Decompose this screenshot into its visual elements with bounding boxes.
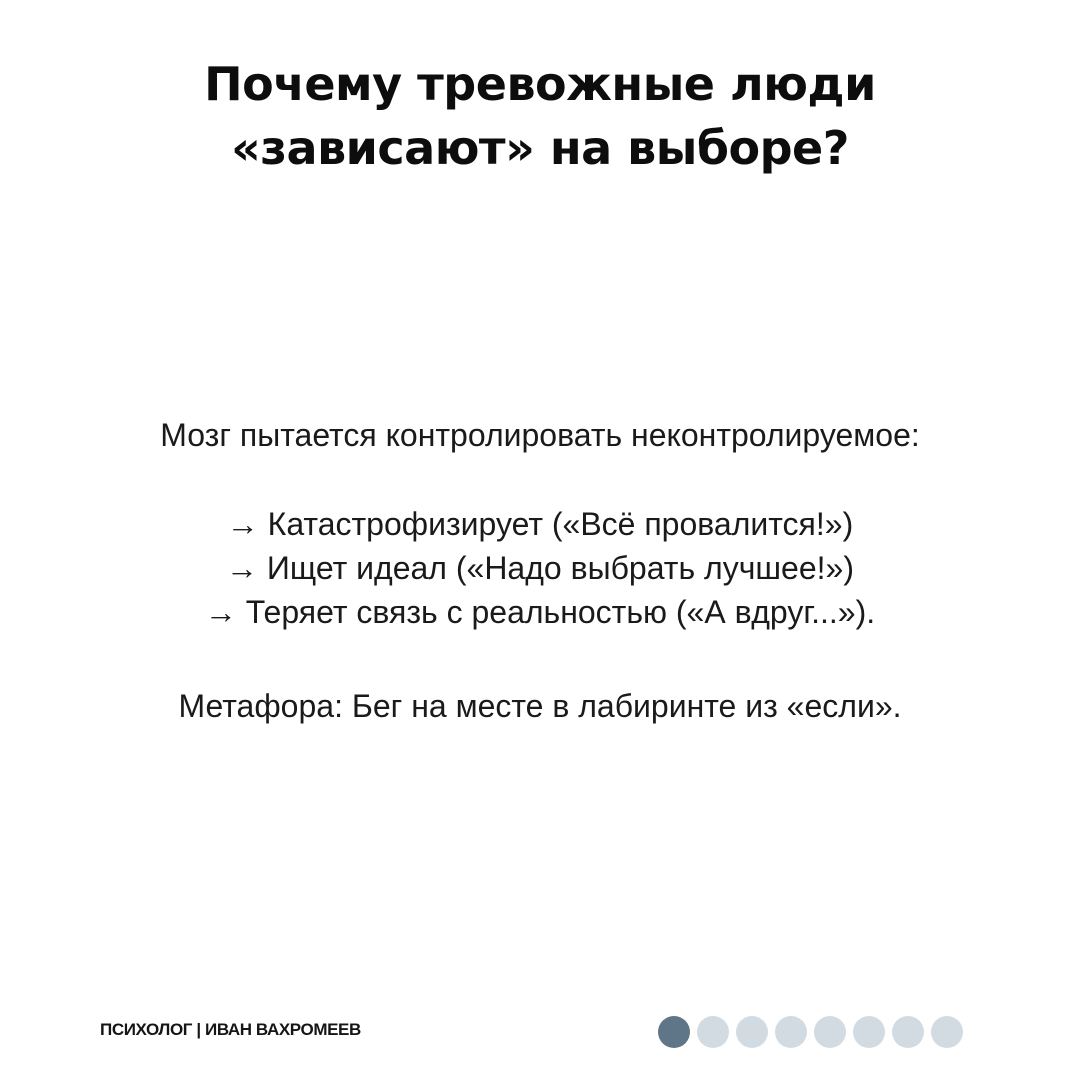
pagination-dot[interactable] — [775, 1016, 807, 1048]
pagination-dot[interactable] — [853, 1016, 885, 1048]
pagination-dot[interactable] — [892, 1016, 924, 1048]
bullet-item: → Ищет идеал («Надо выбрать лучшее!») — [226, 550, 854, 586]
author-brand: ПСИХОЛОГ | ИВАН ВАХРОМЕЕВ — [100, 1020, 361, 1039]
pagination-dot[interactable] — [814, 1016, 846, 1048]
title-line-2: «зависают» на выборе? — [231, 121, 849, 175]
bullet-list — [0, 502, 1080, 634]
metaphor-text: Метафора: Бег на месте в лабиринте из «если». — [178, 688, 902, 724]
pagination-dot[interactable] — [931, 1016, 963, 1048]
bullet-item: → Катастрофизирует («Всё провалится!») — [226, 506, 854, 542]
pagination-dot[interactable] — [736, 1016, 768, 1048]
bullet-item: → Теряет связь с реальностью («А вдруг...»). — [204, 594, 876, 630]
pagination-dots — [658, 1016, 963, 1048]
pagination-dot[interactable] — [697, 1016, 729, 1048]
pagination-dot-active[interactable] — [658, 1016, 690, 1048]
intro-text: Мозг пытается контролировать неконтролируемое: — [160, 417, 920, 453]
title-line-1: Почему тревожные люди — [204, 57, 876, 111]
page-title — [0, 52, 1080, 180]
